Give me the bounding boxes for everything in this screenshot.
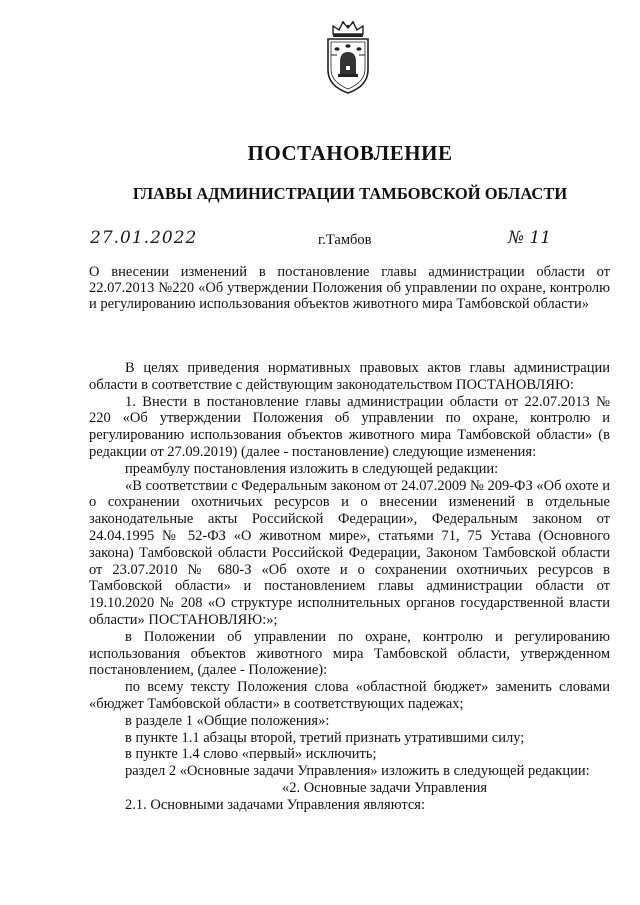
about-heading: О внесении изменений в постановление главы администрации области от 22.07.2013 №220 «Об утверждении Положения об управлении по охране, контролю и регулированию использования объектов животного мира Тамбовской области»: [89, 264, 610, 312]
paragraph: в пункте 1.4 слово «первый» исключить;: [125, 746, 377, 763]
tambov-coat-of-arms-icon: [319, 20, 377, 96]
paragraph: в пункте 1.1 абзацы второй, третий признать утратившими силу;: [125, 729, 525, 746]
paragraph: 1. Внести в постановление главы администрации области от 22.07.2013 № 220 «Об утверждении Положения об управлении по охране, контролю и регулированию использования объектов животного мира Тамбовской области» (в редакции от 27.09.2019) (далее - постановление) следующие изменения:: [89, 393, 610, 460]
section-heading: «2. Основные задачи Управления: [281, 779, 488, 796]
handwritten-date: 27.01.2022: [90, 228, 198, 248]
paragraph: по всему тексту Положения слова «областной бюджет» заменить словами «бюджет Тамбовской области» в соответствующих падежах;: [89, 679, 610, 712]
paragraph: в Положении об управлении по охране, контролю и регулированию использования объектов животного мира Тамбовской области, утвержденном постановлением, (далее - Положение):: [89, 628, 610, 679]
document-subtitle: ГЛАВЫ АДМИНИСТРАЦИИ ТАМБОВСКОЙ ОБЛАСТИ: [132, 184, 568, 203]
paragraph: в разделе 1 «Общие положения»:: [125, 712, 330, 729]
paragraph: 2.1. Основными задачами Управления являются:: [125, 796, 425, 813]
document-title: ПОСТАНОВЛЕНИЕ: [247, 141, 453, 165]
handwritten-number: № 11: [508, 228, 552, 248]
city-label: г.Тамбов: [318, 232, 372, 248]
paragraph: В целях приведения нормативных правовых актов главы администрации области в соответствие с действующим законодательством ПОСТАНОВЛЯЮ:: [89, 360, 610, 393]
paragraph: преамбулу постановления изложить в следующей редакции:: [125, 460, 499, 477]
paragraph: «В соответствии с Федеральным законом от 24.07.2009 № 209-ФЗ «Об охоте и о сохранении охотничьих ресурсов и о внесении изменений в отдельные законодательные акты Российской Федерации», Федеральным законом от 24.04.1995 № 52-ФЗ «О животном мире», статьями 71, 75 Устава (Основного закона) Тамбовской области Российской Федерации, Законом Тамбовской области от 23.07.2010 № 680-З «Об охоте и о сохранении охотничьих ресурсов в Тамбовской области» и постановлением главы администрации области от 19.10.2020 № 208 «О структуре исполнительных органов государственной власти области» ПОСТАНОВЛЯЮ:»;: [89, 477, 610, 628]
document-body: [89, 360, 610, 814]
paragraph: раздел 2 «Основные задачи Управления» изложить в следующей редакции:: [125, 763, 590, 780]
